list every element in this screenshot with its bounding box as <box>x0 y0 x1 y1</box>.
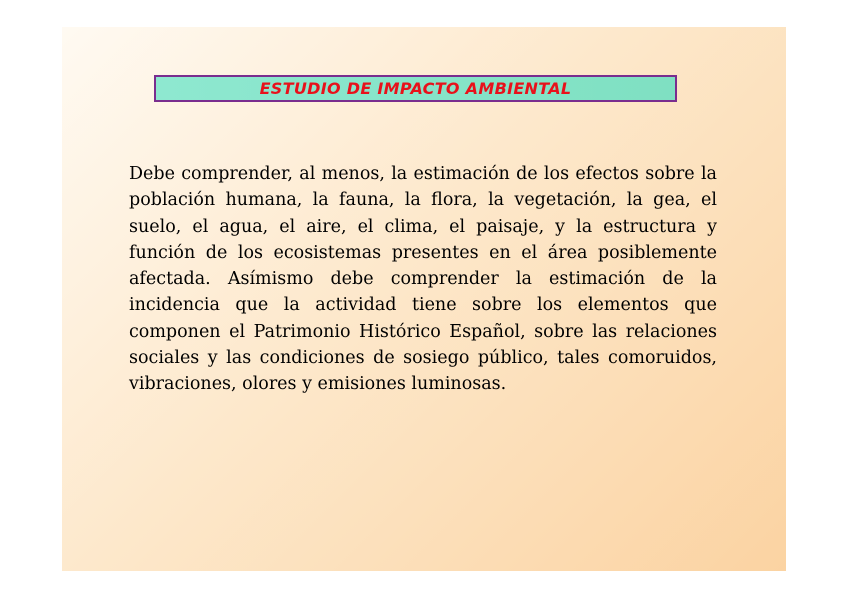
slide <box>62 27 786 571</box>
title-box <box>154 75 677 102</box>
slide-title: ESTUDIO DE IMPACTO AMBIENTAL <box>259 79 572 98</box>
slide-body-text: Debe comprender, al menos, la estimación de los efectos sobre la población humana, la fauna, la flora, la vegetación, la gea, el suelo, el agua, el aire, el clima, el paisaje, y la estructura y función de los ecosistemas presentes en el área posiblemente afectada. Asímismo debe comprender la estimación de la incidencia que la actividad tiene sobre los elementos que componen el Patrimonio Histórico Español, sobre las relaciones sociales y las condiciones de sosiego público, tales comoruidos, vibraciones, olores y emisiones luminosas. <box>129 164 717 395</box>
